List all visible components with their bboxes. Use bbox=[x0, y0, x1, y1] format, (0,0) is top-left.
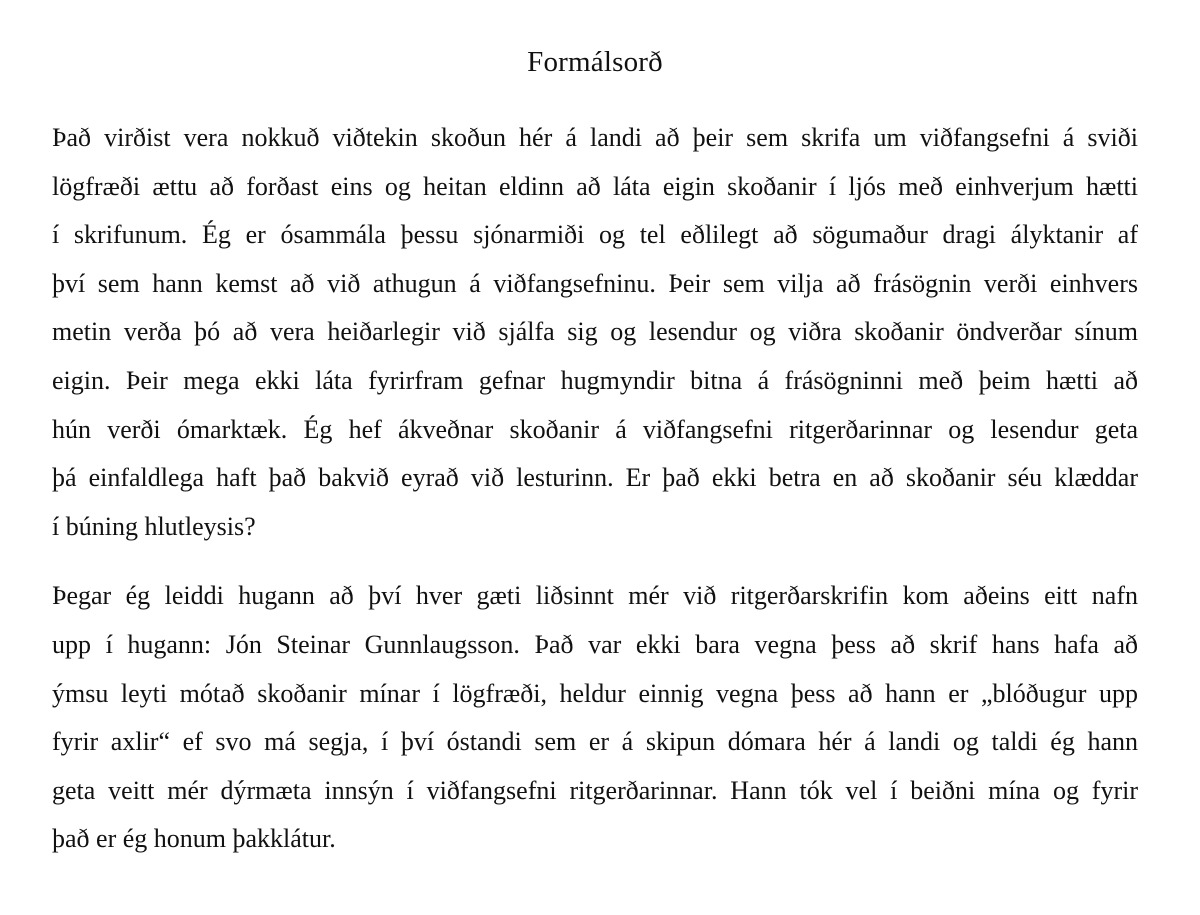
text-line: lögfræði ættu að forðast eins og heitan eldinn að láta eigin skoðanir í ljós með einhverjum hætti bbox=[52, 171, 1138, 201]
text-line: upp í hugann: Jón Steinar Gunnlaugsson. Það var ekki bara vegna þess að skrif hans hafa að bbox=[52, 629, 1138, 659]
text-line: metin verða þó að vera heiðarlegir við sjálfa sig og lesendur og viðra skoðanir öndverðar sínum bbox=[52, 317, 1138, 347]
paragraph-2 bbox=[52, 572, 1138, 864]
text-line: fyrir axlir“ ef svo má segja, í því óstandi sem er á skipun dómara hér á landi og taldi ég hann bbox=[52, 727, 1138, 757]
text-line: í skrifunum. Ég er ósammála þessu sjónarmiði og tel eðlilegt að sögumaður dragi ályktanir af bbox=[52, 220, 1138, 250]
text-line: ýmsu leyti mótað skoðanir mínar í lögfræði, heldur einnig vegna þess að hann er „blóðugur upp bbox=[52, 678, 1138, 708]
text-line: í búning hlutleysis? bbox=[52, 511, 256, 541]
text-line: hún verði ómarktæk. Ég hef ákveðnar skoðanir á viðfangsefni ritgerðarinnar og lesendur geta bbox=[52, 414, 1138, 444]
page-title: Formálsorð bbox=[527, 46, 663, 78]
text-line: því sem hann kemst að við athugun á viðfangsefninu. Þeir sem vilja að frásögnin verði einhvers bbox=[52, 268, 1138, 298]
text-line: geta veitt mér dýrmæta innsýn í viðfangsefni ritgerðarinnar. Hann tók vel í beiðni mína og fyrir bbox=[52, 775, 1138, 805]
paragraph-1 bbox=[52, 114, 1138, 551]
text-line: Þegar ég leiddi hugann að því hver gæti liðsinnt mér við ritgerðarskrifin kom aðeins eitt nafn bbox=[52, 581, 1138, 611]
text-line: eigin. Þeir mega ekki láta fyrirfram gefnar hugmyndir bitna á frásögninni með þeim hætti að bbox=[52, 365, 1138, 395]
text-line: Það virðist vera nokkuð viðtekin skoðun hér á landi að þeir sem skrifa um viðfangsefni á sviði bbox=[52, 123, 1138, 152]
document-page bbox=[52, 0, 1138, 864]
text-line: þá einfaldlega haft það bakvið eyrað við lesturinn. Er það ekki betra en að skoðanir séu klæddar bbox=[52, 463, 1138, 493]
text-line: það er ég honum þakklátur. bbox=[52, 824, 336, 854]
